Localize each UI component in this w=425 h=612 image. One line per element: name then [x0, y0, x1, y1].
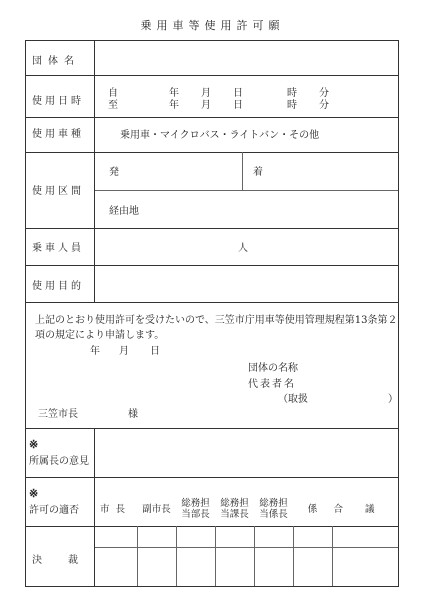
- request-month: 月: [119, 346, 129, 357]
- to-prefix: 至: [108, 100, 118, 111]
- passengers-label: 乗車人員: [32, 243, 84, 254]
- approval-label: 許可の適否: [29, 505, 79, 516]
- request-year: 年: [90, 346, 100, 357]
- vehicle-label: 使用車種: [32, 129, 84, 140]
- arrival-label: 着: [253, 167, 263, 178]
- organization-label: 団体名: [32, 56, 80, 67]
- seal-label: （取扱 ）: [278, 394, 398, 405]
- from-prefix: 自: [108, 88, 118, 99]
- from-minute: 分: [319, 88, 329, 99]
- stamp-box-subsection-chief[interactable]: [254, 547, 293, 585]
- org-name-label: 団体の名称: [248, 363, 298, 374]
- vehicle-options[interactable]: 乗用車・マイクロバス・ライトバン・その他: [120, 130, 320, 141]
- opinion-mark: ※: [29, 438, 39, 451]
- organization-field[interactable]: [95, 41, 397, 73]
- purpose-field[interactable]: [95, 265, 397, 301]
- stamp-head-staff: 係: [307, 503, 318, 515]
- stamp-box-director[interactable]: [176, 547, 215, 585]
- stamp-box-mayor[interactable]: [94, 547, 137, 585]
- stamp-box-deputy-mayor[interactable]: [137, 547, 176, 585]
- addressee: 三笠市長: [38, 409, 78, 420]
- via-field[interactable]: [140, 190, 397, 226]
- stamp-head-mayor: 市長: [99, 503, 131, 515]
- approval-mark: ※: [29, 487, 39, 500]
- decision-label: 決裁: [32, 555, 104, 566]
- departure-field[interactable]: [120, 152, 238, 188]
- opinion-label: 所属長の意見: [29, 456, 89, 467]
- purpose-label: 使用目的: [32, 281, 84, 292]
- datetime-field[interactable]: [95, 76, 397, 116]
- from-day: 日: [233, 88, 243, 99]
- stamp-box-staff[interactable]: [293, 547, 332, 585]
- from-year: 年: [169, 88, 179, 99]
- via-label: 経由地: [109, 206, 139, 217]
- to-day: 日: [233, 100, 243, 111]
- stamp-head-subsection-chief: 総務担当係長: [259, 498, 288, 520]
- stamp-head-section-chief: 総務担当課長: [220, 498, 249, 520]
- departure-label: 発: [109, 167, 119, 178]
- request-line-1: 上記のとおり使用許可を受けたいので、三笠市庁用車等使用管理規程第13条第２: [35, 315, 398, 326]
- route-label: 使用区間: [32, 186, 84, 197]
- request-line-2: 項の規定により申請します。: [35, 330, 165, 341]
- to-hour: 時: [287, 100, 297, 111]
- to-month: 月: [201, 100, 211, 111]
- stamp-box-section-chief[interactable]: [215, 547, 254, 585]
- stamp-head-deputy-mayor: 副市長: [142, 503, 171, 515]
- honorific: 様: [128, 409, 138, 420]
- opinion-field[interactable]: [95, 429, 397, 475]
- page-title: 乗用車等使用許可願: [140, 19, 285, 32]
- from-month: 月: [201, 88, 211, 99]
- passengers-unit: 人: [238, 243, 248, 254]
- stamp-head-consultation: 合議: [333, 503, 397, 515]
- to-year: 年: [169, 100, 179, 111]
- request-day: 日: [150, 346, 160, 357]
- stamp-box-consultation[interactable]: [332, 547, 398, 585]
- to-minute: 分: [319, 100, 329, 111]
- arrival-field[interactable]: [265, 152, 397, 188]
- datetime-label: 使用日時: [32, 96, 84, 107]
- stamp-head-director: 総務担当部長: [181, 498, 210, 520]
- from-hour: 時: [287, 88, 297, 99]
- representative-label: 代表者名: [248, 379, 296, 390]
